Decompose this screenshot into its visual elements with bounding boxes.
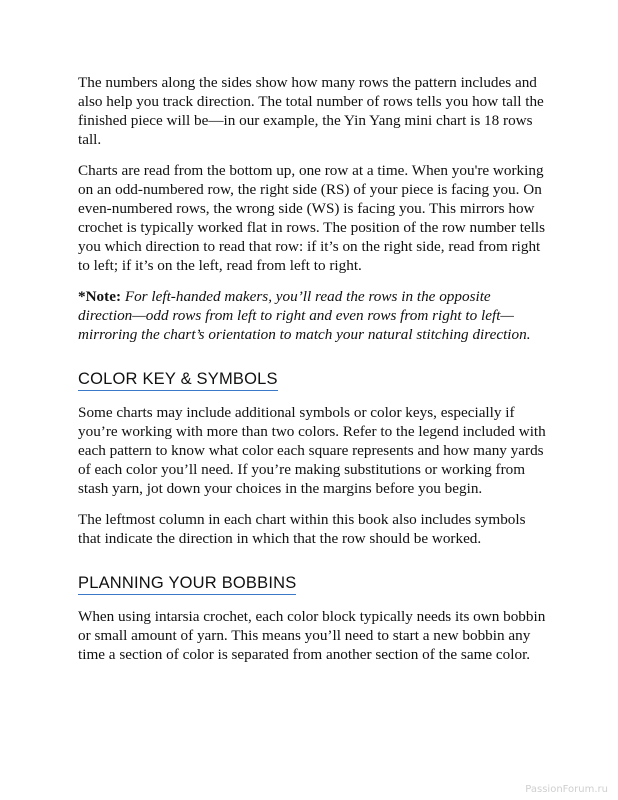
reading-charts-paragraph: Charts are read from the bottom up, one row at a time. When you're working on an odd-numbered row, the right side (RS) of your piece is facing you. On even-numbered rows, the wrong side (WS) is facing you. This mirrors how crochet is typically worked flat in rows. The position of the row number tells you which direction to read that row: if it’s on the right side, read from right to left; if it’s on the left, read from left to right. (78, 162, 546, 274)
bobbins-heading-wrap (78, 574, 548, 595)
color-key-heading-wrap (78, 370, 548, 391)
color-key-heading: COLOR KEY & SYMBOLS (78, 370, 278, 391)
rows-intro-paragraph: The numbers along the sides show how many rows the pattern includes and also help you track direction. The total number of rows tells you how tall the finished piece will be—in our example, the Yin Yang mini chart is 18 rows tall. (78, 74, 544, 148)
note-label: *Note: (78, 288, 122, 305)
color-key-paragraph-2: The leftmost column in each chart within this book also includes symbols that indicate the direction in which that the row should be worked. (78, 511, 526, 547)
bobbins-paragraph: When using intarsia crochet, each color block typically needs its own bobbin or small amount of yarn. This means you’ll need to start a new bobbin any time a section of color is separated from another section of the same color. (78, 608, 546, 663)
watermark: PassionForum.ru (525, 784, 608, 795)
bobbins-heading: PLANNING YOUR BOBBINS (78, 574, 296, 595)
page-content (78, 73, 548, 676)
note-text: For left-handed makers, you’ll read the rows in the opposite direction—odd rows from left to right and even rows from right to left—mirroring the chart’s orientation to match your natural stitching direction. (78, 288, 531, 343)
color-key-paragraph-1: Some charts may include additional symbols or color keys, especially if you’re working with more than two colors. Refer to the legend included with each pattern to know what color each square represents and how many yards of each color you’ll need. If you’re making substitutions or working from stash yarn, jot down your choices in the margins before you begin. (78, 404, 546, 497)
left-handed-note (78, 287, 548, 344)
